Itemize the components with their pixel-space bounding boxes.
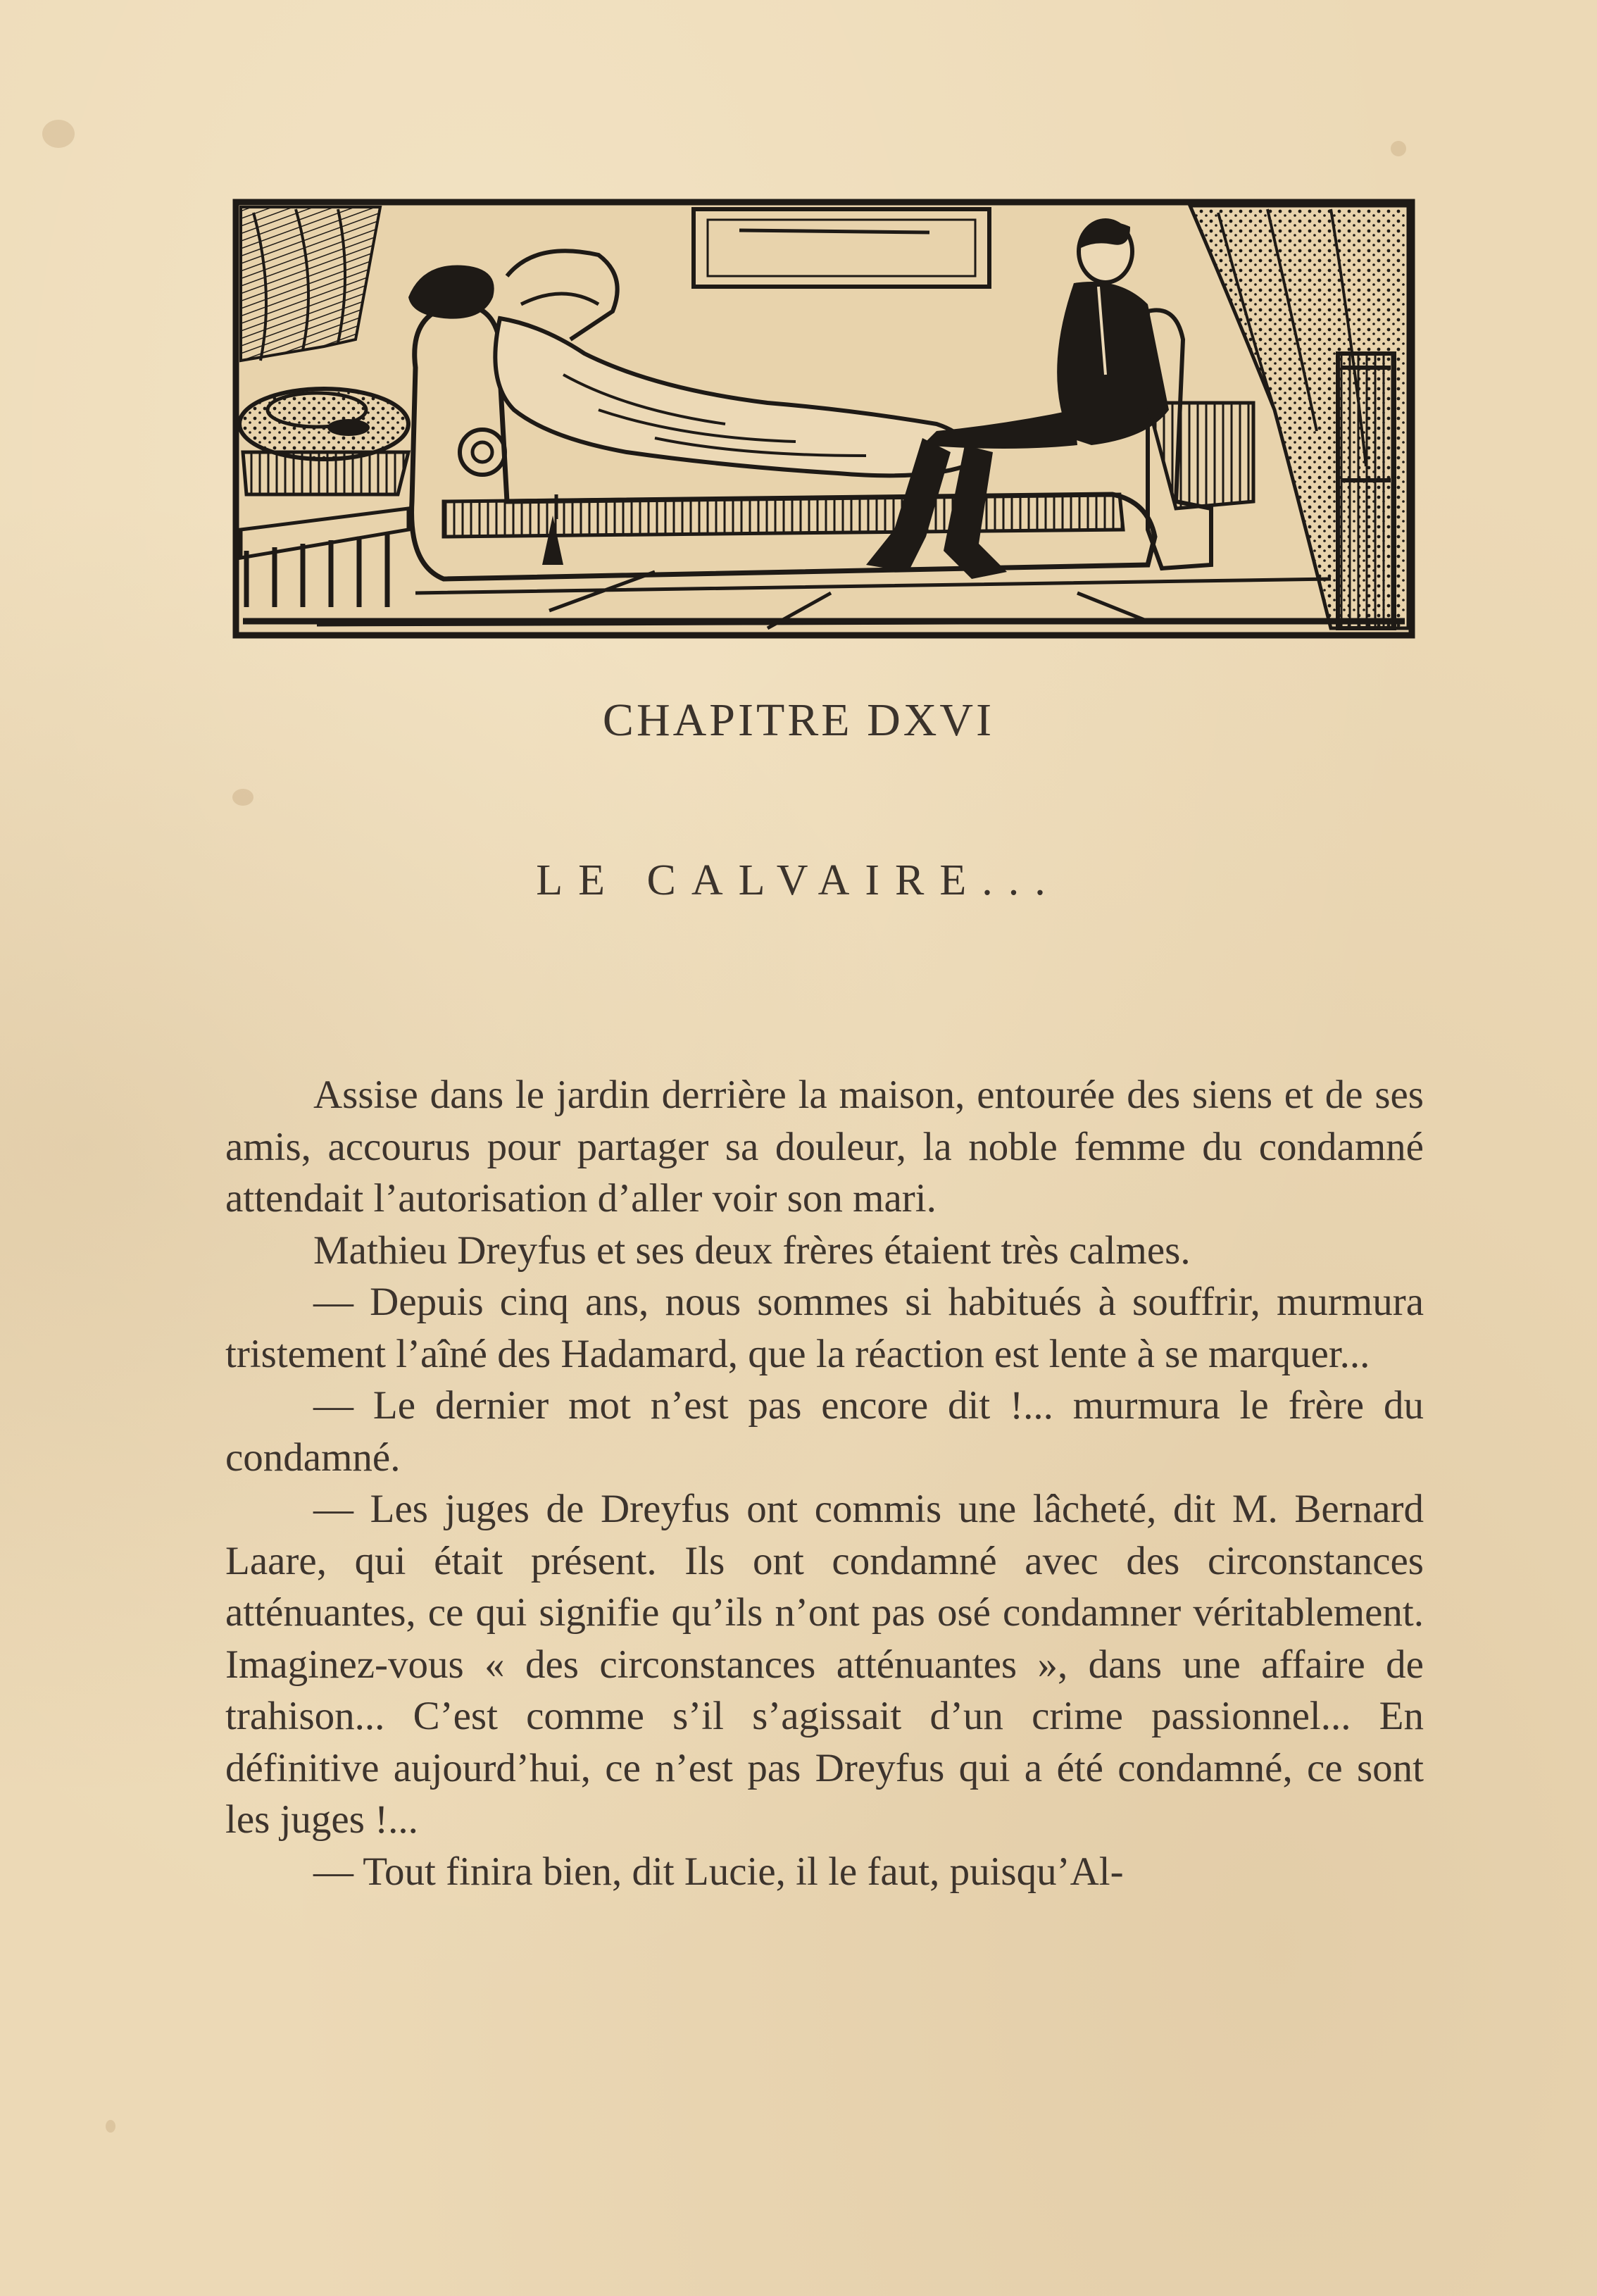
chapter-title: CHAPITRE DXVI <box>602 694 995 746</box>
paragraph: — Depuis cinq ans, nous sommes si habitués à souffrir, murmura tristement l’aîné des Hadamard, que la réaction est lente à se marquer... <box>225 1280 1424 1376</box>
paragraph: — Les juges de Dreyfus ont commis une lâcheté, dit M. Bernard Laare, qui était présent. Ils ont condamné avec des circonstances atténuantes, ce qui signifie qu’ils n’ont pas osé condamner véritablement. Imaginez-vous « des circonstances atténuantes », dans une affaire de trahison... C’est comme s’il s’agissait d’un crime passionnel... En définitive aujourd’hui, ce n’est pas Dreyfus qui a été condamné, ce sont les juges !... <box>225 1487 1424 1842</box>
paper-stain <box>42 120 75 148</box>
chapter-subtitle: LE CALVAIRE... <box>536 856 1061 904</box>
paragraph: Mathieu Dreyfus et ses deux frères étaient très calmes. <box>313 1228 1191 1273</box>
paper-stain <box>106 2120 115 2133</box>
paper-stain <box>232 789 253 806</box>
engraving-icon <box>232 199 1415 639</box>
paragraph: — Le dernier mot n’est pas encore dit !... murmura le frère du condamné. <box>225 1383 1424 1480</box>
paragraph: — Tout finira bien, dit Lucie, il le faut, puisqu’Al- <box>313 1849 1124 1894</box>
chapter-body <box>225 1069 1424 1897</box>
paragraph: Assise dans le jardin derrière la maison, entourée des siens et de ses amis, accourus pour partager sa douleur, la noble femme du condamné attendait l’autorisation d’aller voir son mari. <box>225 1073 1424 1221</box>
chapter-illustration <box>232 199 1415 639</box>
paper-stain <box>1391 141 1406 156</box>
